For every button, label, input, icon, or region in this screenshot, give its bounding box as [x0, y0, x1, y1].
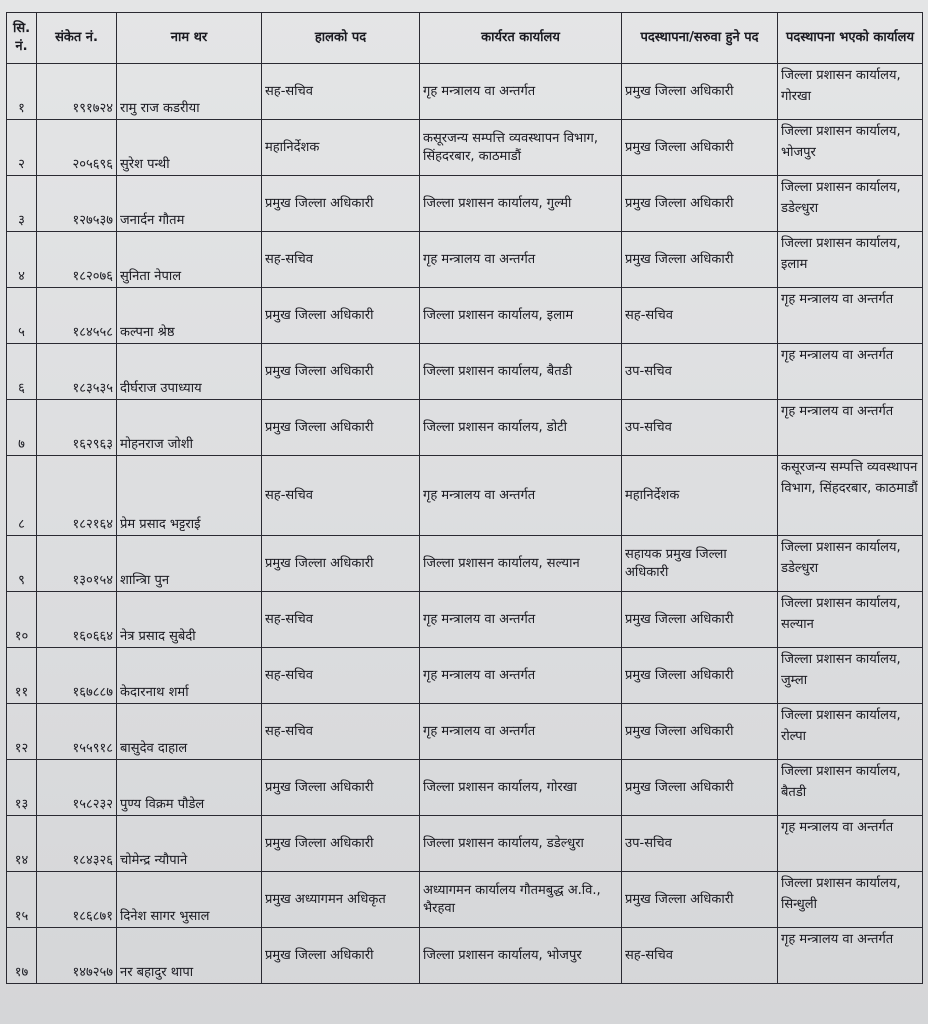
name-cell: चोमेन्द्र न्यौपाने: [117, 816, 262, 872]
table-row: [7, 344, 923, 400]
working-office-cell: गृह मन्त्रालय वा अन्तर्गत: [420, 648, 622, 704]
serial-number-cell: ९: [7, 536, 37, 592]
name-cell: नर बहादुर थापा: [117, 928, 262, 984]
current-post-cell: सह-सचिव: [262, 592, 420, 648]
new-post-cell: महानिर्देशक: [622, 456, 778, 536]
serial-number-cell: ४: [7, 232, 37, 288]
new-office-cell: जिल्ला प्रशासन कार्यालय, जुम्ला: [778, 648, 923, 704]
new-office-cell: जिल्ला प्रशासन कार्यालय, बैतडी: [778, 760, 923, 816]
header-current-post: हालको पद: [262, 13, 420, 64]
name-cell: सुरेश पन्थी: [117, 120, 262, 176]
code-number-cell: १६०६६४: [37, 592, 117, 648]
working-office-cell: जिल्ला प्रशासन कार्यालय, इलाम: [420, 288, 622, 344]
name-cell: जनार्दन गौतम: [117, 176, 262, 232]
code-number-cell: २०५६९६: [37, 120, 117, 176]
working-office-cell: गृह मन्त्रालय वा अन्तर्गत: [420, 592, 622, 648]
new-office-cell: जिल्ला प्रशासन कार्यालय, सिन्धुली: [778, 872, 923, 928]
code-number-cell: १८३५३५: [37, 344, 117, 400]
table-row: [7, 536, 923, 592]
new-post-cell: प्रमुख जिल्ला अधिकारी: [622, 872, 778, 928]
table-row: [7, 232, 923, 288]
serial-number-cell: ३: [7, 176, 37, 232]
new-office-cell: जिल्ला प्रशासन कार्यालय, इलाम: [778, 232, 923, 288]
name-cell: केदारनाथ शर्मा: [117, 648, 262, 704]
serial-number-cell: १७: [7, 928, 37, 984]
working-office-cell: गृह मन्त्रालय वा अन्तर्गत: [420, 704, 622, 760]
new-post-cell: प्रमुख जिल्ला अधिकारी: [622, 760, 778, 816]
table-row: [7, 816, 923, 872]
code-number-cell: १८६८७१: [37, 872, 117, 928]
code-number-cell: १९१७२४: [37, 64, 117, 120]
name-cell: रामु राज कडरीया: [117, 64, 262, 120]
serial-number-cell: १४: [7, 816, 37, 872]
working-office-cell: जिल्ला प्रशासन कार्यालय, डोटी: [420, 400, 622, 456]
serial-number-cell: १: [7, 64, 37, 120]
current-post-cell: सह-सचिव: [262, 648, 420, 704]
serial-number-cell: ५: [7, 288, 37, 344]
table-row: [7, 704, 923, 760]
working-office-cell: गृह मन्त्रालय वा अन्तर्गत: [420, 456, 622, 536]
table-row: [7, 872, 923, 928]
name-cell: नेत्र प्रसाद सुबेदी: [117, 592, 262, 648]
table-row: [7, 592, 923, 648]
table-row: [7, 176, 923, 232]
new-office-cell: गृह मन्त्रालय वा अन्तर्गत: [778, 928, 923, 984]
table-row: [7, 648, 923, 704]
code-number-cell: १५८२३२: [37, 760, 117, 816]
new-office-cell: जिल्ला प्रशासन कार्यालय, डडेल्धुरा: [778, 176, 923, 232]
new-office-cell: जिल्ला प्रशासन कार्यालय, गोरखा: [778, 64, 923, 120]
working-office-cell: जिल्ला प्रशासन कार्यालय, गोरखा: [420, 760, 622, 816]
header-row: [7, 13, 923, 64]
new-post-cell: प्रमुख जिल्ला अधिकारी: [622, 648, 778, 704]
name-cell: सुनिता नेपाल: [117, 232, 262, 288]
code-number-cell: १६७८८७: [37, 648, 117, 704]
header-sn: सि.नं.: [7, 13, 37, 64]
new-post-cell: सहायक प्रमुख जिल्ला अधिकारी: [622, 536, 778, 592]
code-number-cell: १२७५३७: [37, 176, 117, 232]
new-post-cell: सह-सचिव: [622, 288, 778, 344]
new-post-cell: प्रमुख जिल्ला अधिकारी: [622, 64, 778, 120]
serial-number-cell: ८: [7, 456, 37, 536]
serial-number-cell: २: [7, 120, 37, 176]
table-row: [7, 288, 923, 344]
working-office-cell: जिल्ला प्रशासन कार्यालय, बैतडी: [420, 344, 622, 400]
current-post-cell: सह-सचिव: [262, 456, 420, 536]
name-cell: कल्पना श्रेष्ठ: [117, 288, 262, 344]
current-post-cell: प्रमुख अध्यागमन अधिकृत: [262, 872, 420, 928]
serial-number-cell: १०: [7, 592, 37, 648]
current-post-cell: प्रमुख जिल्ला अधिकारी: [262, 400, 420, 456]
current-post-cell: सह-सचिव: [262, 704, 420, 760]
serial-number-cell: १२: [7, 704, 37, 760]
header-name: नाम थर: [117, 13, 262, 64]
working-office-cell: जिल्ला प्रशासन कार्यालय, भोजपुर: [420, 928, 622, 984]
new-post-cell: प्रमुख जिल्ला अधिकारी: [622, 232, 778, 288]
table-row: [7, 64, 923, 120]
new-post-cell: प्रमुख जिल्ला अधिकारी: [622, 120, 778, 176]
header-new-office: पदस्थापना भएको कार्यालय: [778, 13, 923, 64]
new-office-cell: गृह मन्त्रालय वा अन्तर्गत: [778, 344, 923, 400]
new-office-cell: कसूरजन्य सम्पत्ति व्यवस्थापन विभाग, सिंहदरबार, काठमाडौं: [778, 456, 923, 536]
table-row: [7, 456, 923, 536]
serial-number-cell: १५: [7, 872, 37, 928]
current-post-cell: प्रमुख जिल्ला अधिकारी: [262, 176, 420, 232]
new-post-cell: उप-सचिव: [622, 400, 778, 456]
name-cell: प्रेम प्रसाद भट्टराई: [117, 456, 262, 536]
new-post-cell: प्रमुख जिल्ला अधिकारी: [622, 704, 778, 760]
working-office-cell: जिल्ला प्रशासन कार्यालय, डडेल्धुरा: [420, 816, 622, 872]
name-cell: पुण्य विक्रम पौडेल: [117, 760, 262, 816]
table-row: [7, 928, 923, 984]
new-post-cell: सह-सचिव: [622, 928, 778, 984]
working-office-cell: जिल्ला प्रशासन कार्यालय, गुल्मी: [420, 176, 622, 232]
header-working-office: कार्यरत कार्यालय: [420, 13, 622, 64]
current-post-cell: प्रमुख जिल्ला अधिकारी: [262, 760, 420, 816]
new-post-cell: प्रमुख जिल्ला अधिकारी: [622, 592, 778, 648]
working-office-cell: अध्यागमन कार्यालय गौतमबुद्ध अ.वि., भैरहवा: [420, 872, 622, 928]
current-post-cell: प्रमुख जिल्ला अधिकारी: [262, 536, 420, 592]
table-row: [7, 400, 923, 456]
current-post-cell: प्रमुख जिल्ला अधिकारी: [262, 344, 420, 400]
code-number-cell: १८२१६४: [37, 456, 117, 536]
table-row: [7, 120, 923, 176]
working-office-cell: जिल्ला प्रशासन कार्यालय, सल्यान: [420, 536, 622, 592]
new-post-cell: प्रमुख जिल्ला अधिकारी: [622, 176, 778, 232]
table-row: [7, 760, 923, 816]
code-number-cell: १८४३२६: [37, 816, 117, 872]
working-office-cell: कसूरजन्य सम्पत्ति व्यवस्थापन विभाग, सिंहदरबार, काठमाडौं: [420, 120, 622, 176]
serial-number-cell: ६: [7, 344, 37, 400]
table-body: [7, 64, 923, 984]
new-post-cell: उप-सचिव: [622, 816, 778, 872]
current-post-cell: प्रमुख जिल्ला अधिकारी: [262, 816, 420, 872]
new-office-cell: जिल्ला प्रशासन कार्यालय, भोजपुर: [778, 120, 923, 176]
header-new-post: पदस्थापना/सरुवा हुने पद: [622, 13, 778, 64]
new-office-cell: गृह मन्त्रालय वा अन्तर्गत: [778, 816, 923, 872]
name-cell: मोहनराज जोशी: [117, 400, 262, 456]
current-post-cell: महानिर्देशक: [262, 120, 420, 176]
new-office-cell: जिल्ला प्रशासन कार्यालय, डडेल्धुरा: [778, 536, 923, 592]
code-number-cell: १६२९६३: [37, 400, 117, 456]
working-office-cell: गृह मन्त्रालय वा अन्तर्गत: [420, 232, 622, 288]
new-office-cell: जिल्ला प्रशासन कार्यालय, रोल्पा: [778, 704, 923, 760]
code-number-cell: १८४५५८: [37, 288, 117, 344]
name-cell: दिनेश सागर भुसाल: [117, 872, 262, 928]
serial-number-cell: १३: [7, 760, 37, 816]
new-post-cell: उप-सचिव: [622, 344, 778, 400]
new-office-cell: गृह मन्त्रालय वा अन्तर्गत: [778, 400, 923, 456]
name-cell: दीर्घराज उपाध्याय: [117, 344, 262, 400]
serial-number-cell: ११: [7, 648, 37, 704]
code-number-cell: १५५९१८: [37, 704, 117, 760]
new-office-cell: जिल्ला प्रशासन कार्यालय, सल्यान: [778, 592, 923, 648]
current-post-cell: प्रमुख जिल्ला अधिकारी: [262, 928, 420, 984]
new-office-cell: गृह मन्त्रालय वा अन्तर्गत: [778, 288, 923, 344]
current-post-cell: प्रमुख जिल्ला अधिकारी: [262, 288, 420, 344]
current-post-cell: सह-सचिव: [262, 232, 420, 288]
name-cell: बासुदेव दाहाल: [117, 704, 262, 760]
header-code: संकेत नं.: [37, 13, 117, 64]
code-number-cell: १४७२५७: [37, 928, 117, 984]
serial-number-cell: ७: [7, 400, 37, 456]
working-office-cell: गृह मन्त्रालय वा अन्तर्गत: [420, 64, 622, 120]
code-number-cell: १८२०७६: [37, 232, 117, 288]
transfer-table: [6, 12, 923, 984]
name-cell: शान्त्रिा पुन: [117, 536, 262, 592]
code-number-cell: १३०१५४: [37, 536, 117, 592]
current-post-cell: सह-सचिव: [262, 64, 420, 120]
